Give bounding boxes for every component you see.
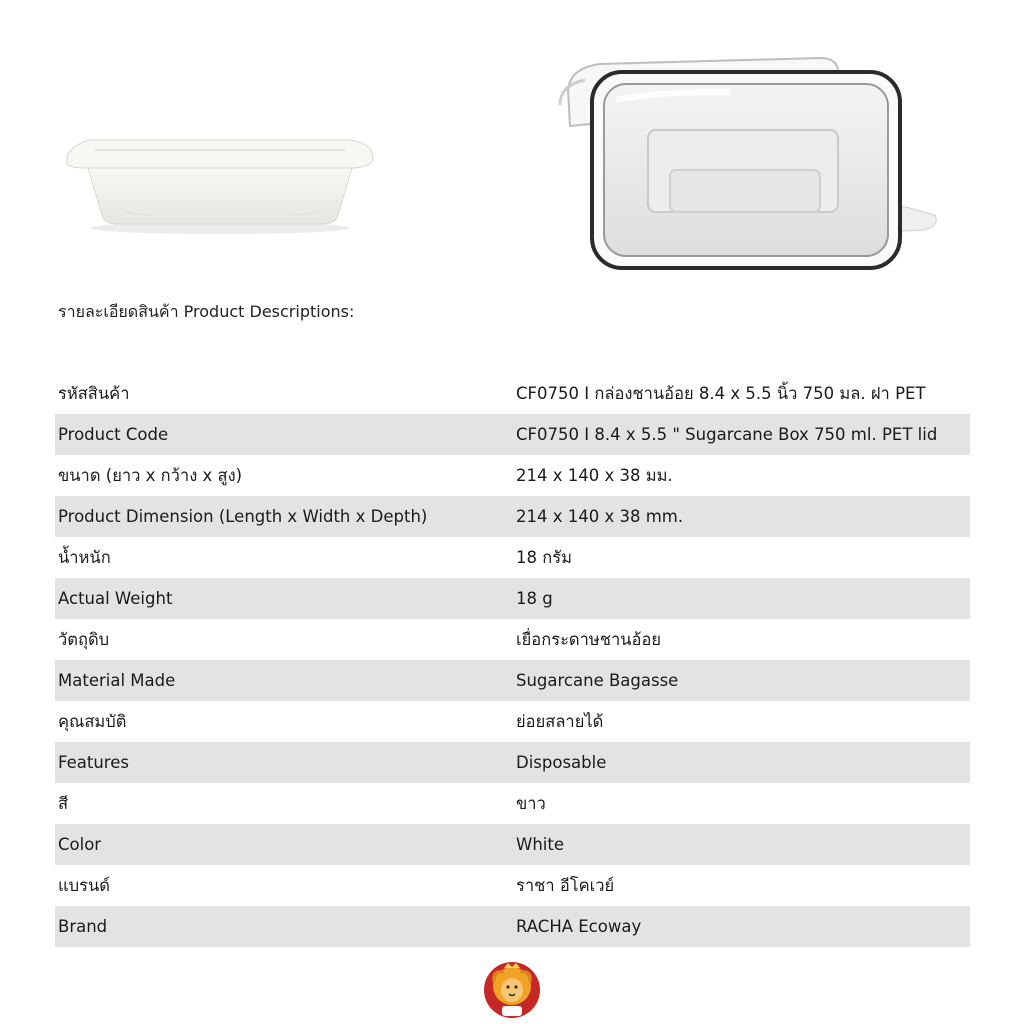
spec-row [55,496,970,537]
spec-value: 214 x 140 x 38 mm. [516,496,970,537]
spec-value: 18 กรัม [516,547,572,567]
spec-label: Color [55,824,516,865]
spec-value: RACHA Ecoway [516,906,970,947]
spec-value: ย่อยสลายได้ [516,711,604,731]
spec-label: น้ำหนัก [58,547,111,567]
spec-label: วัตถุดิบ [58,629,110,649]
spec-value: Disposable [516,742,970,783]
spec-row [55,414,970,455]
spec-row [55,373,970,414]
spec-label: Product Dimension (Length x Width x Depth) [55,496,516,537]
spec-row [55,619,970,660]
spec-row [55,701,970,742]
lion-chef-logo-icon [480,960,544,1020]
spec-row [55,865,970,906]
spec-value: Sugarcane Bagasse [516,660,970,701]
spec-label: Product Code [55,414,516,455]
spec-label: ขนาด (ยาว x กว้าง x สูง) [58,465,243,485]
spec-label: Material Made [55,660,516,701]
spec-row [55,742,970,783]
spec-label: แบรนด์ [58,875,110,895]
spec-label: รหัสสินค้า [58,383,130,403]
spec-row [55,578,970,619]
spec-value: CF0750 I 8.4 x 5.5 " Sugarcane Box 750 ml. PET lid [516,414,970,455]
spec-value: เยื่อกระดาษชานอ้อย [516,629,662,649]
spec-label: สี [58,793,69,813]
spec-label: คุณสมบัติ [58,711,127,731]
spec-row [55,783,970,824]
spec-value: CF0750 I กล่องชานอ้อย 8.4 x 5.5 นิ้ว 750 มล. ฝา PET [516,383,926,403]
spec-row [55,455,970,496]
spec-row [55,824,970,865]
spec-value: White [516,824,970,865]
product-spec-table [55,373,970,947]
spec-value: ราชา อีโคเวย์ [516,875,615,895]
spec-value: 18 g [516,578,970,619]
spec-row [55,537,970,578]
sugarcane-box-with-lid-image [530,30,970,290]
spec-label: Brand [55,906,516,947]
spec-row [55,660,970,701]
sugarcane-tray-image [55,110,385,240]
product-descriptions-heading: รายละเอียดสินค้า Product Descriptions: [58,302,355,321]
spec-label: Features [55,742,516,783]
spec-row [55,906,970,947]
spec-label: Actual Weight [55,578,516,619]
spec-value: 214 x 140 x 38 มม. [516,465,673,485]
spec-value: ขาว [516,793,546,813]
